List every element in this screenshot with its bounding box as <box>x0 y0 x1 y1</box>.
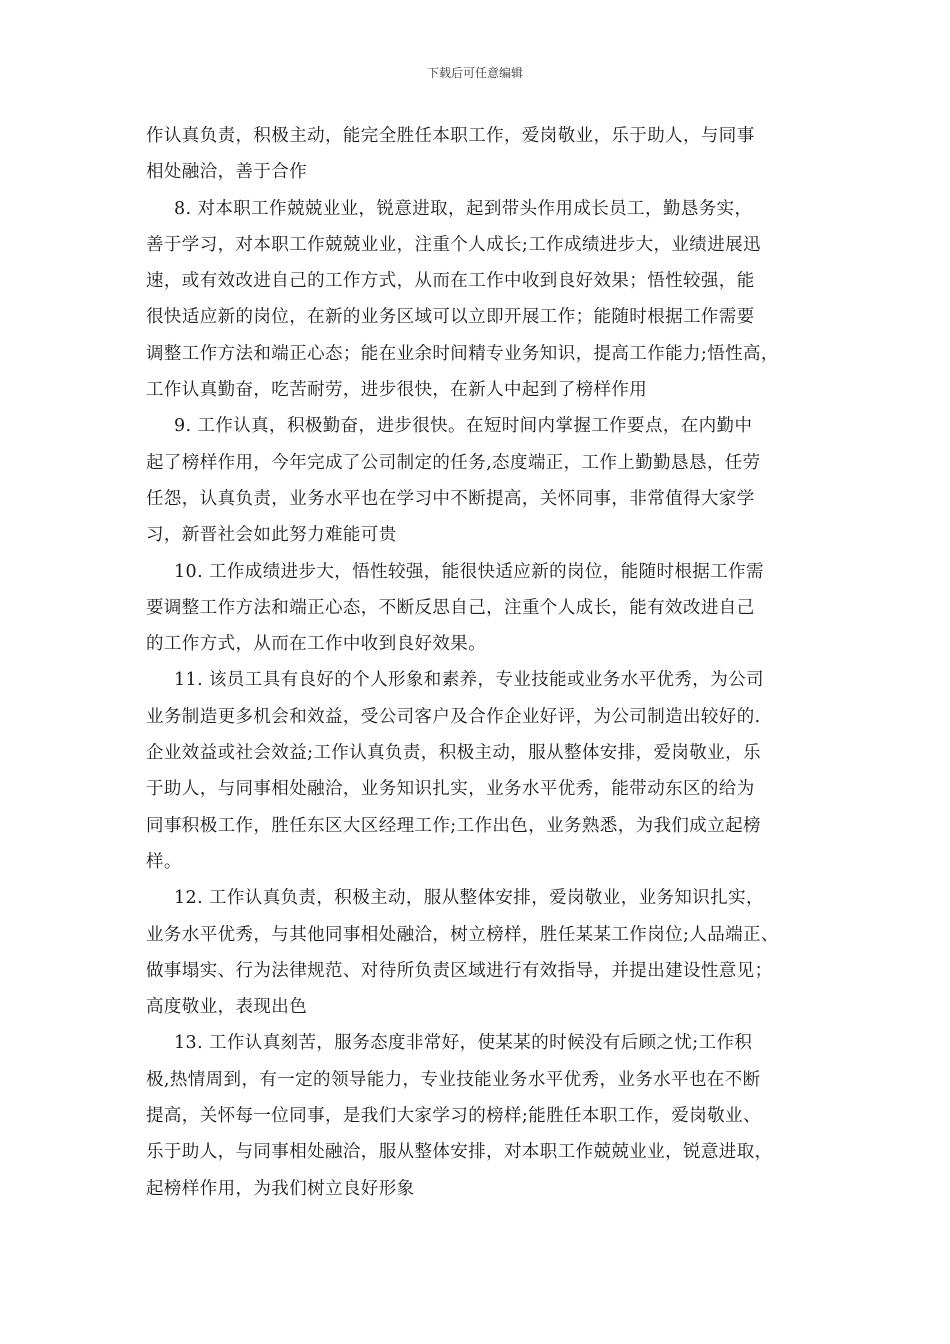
paragraph-continuation <box>146 118 810 191</box>
text-line: 速，或有效改进自己的工作方式，从而在工作中收到良好效果；悟性较强，能 <box>146 271 755 292</box>
paragraph-item-8 <box>146 191 810 409</box>
text-line: 极,热情周到，有一定的领导能力，专业技能业务水平优秀，业务水平也在不断 <box>146 1069 761 1090</box>
text-line: 9. 工作认真，积极勤奋，进步很快。在短时间内掌握工作要点，在内勤中 <box>174 416 753 437</box>
paragraph-item-11 <box>146 662 810 880</box>
text-line: 于助人，与同事相处融洽，业务知识扎实，业务水平优秀，能带动东区的给为 <box>146 779 755 800</box>
text-line: 的工作方式，从而在工作中收到良好效果。 <box>146 634 487 655</box>
text-line: 高度敬业，表现出色 <box>146 997 308 1018</box>
text-line: 提高，关怀每一位同事，是我们大家学习的榜样;能胜任本职工作，爱岗敬业、 <box>146 1106 761 1127</box>
text-line: 习，新晋社会如此努力难能可贵 <box>146 525 397 546</box>
paragraph-item-12 <box>146 880 810 1025</box>
text-line: 企业效益或社会效益;工作认真负责，积极主动，服从整体安排，爱岗敬业，乐 <box>146 743 761 764</box>
text-line: 8. 对本职工作兢兢业业，锐意进取，起到带头作用成长员工，勤恳务实， <box>174 198 753 219</box>
paragraph-item-9 <box>146 408 810 553</box>
text-line: 乐于助人，与同事相处融洽，服从整体安排，对本职工作兢兢业业，锐意进取， <box>146 1142 773 1163</box>
text-line: 作认真负责，积极主动，能完全胜任本职工作，爱岗敬业，乐于助人，与同事 <box>146 126 755 146</box>
text-line: 11. 该员工具有良好的个人形象和素养，专业技能或业务水平优秀，为公司 <box>174 670 764 691</box>
text-line: 要调整工作方法和端正心态，不断反思自己，注重个人成长，能有效改进自己 <box>146 597 755 618</box>
text-line: 样。 <box>146 851 182 872</box>
text-line: 相处融洽，善于合作 <box>146 162 308 183</box>
text-line: 业务水平优秀，与其他同事相处融洽，树立榜样，胜任某某工作岗位;人品端正、 <box>146 924 779 945</box>
text-line: 做事塌实、行为法律规范、对待所负责区域进行有效指导，并提出建设性意见； <box>146 960 773 981</box>
text-line: 起榜样作用，为我们树立良好形象 <box>146 1178 415 1199</box>
text-line: 很快适应新的岗位，在新的业务区域可以立即开展工作；能随时根据工作需要 <box>146 307 755 328</box>
text-line: 业务制造更多机会和效益，受公司客户及合作企业好评，为公司制造出较好的. <box>146 706 761 727</box>
text-line: 13. 工作认真刻苦，服务态度非常好，使某某的时候没有后顾之忧;工作积 <box>174 1033 753 1054</box>
document-body <box>146 118 810 1207</box>
text-line: 工作认真勤奋，吃苦耐劳，进步很快，在新人中起到了榜样作用 <box>146 380 648 401</box>
text-line: 任怨，认真负责，业务水平也在学习中不断提高，关怀同事，非常值得大家学 <box>146 488 755 509</box>
paragraph-item-10 <box>146 554 810 663</box>
text-line: 10. 工作成绩进步大，悟性较强，能很快适应新的岗位，能随时根据工作需 <box>174 561 764 582</box>
text-line: 起了榜样作用，今年完成了公司制定的任务,态度端正，工作上勤勤恳恳，任劳 <box>146 452 761 473</box>
paragraph-item-13 <box>146 1025 810 1206</box>
text-line: 善于学习，对本职工作兢兢业业，注重个人成长;工作成绩进步大，业绩进展迅 <box>146 234 761 255</box>
text-line: 同事积极工作，胜任东区大区经理工作;工作出色，业务熟悉，为我们成立起榜 <box>146 815 761 836</box>
page-header: 下载后可任意编辑 <box>426 66 523 80</box>
text-line: 12. 工作认真负责，积极主动，服从整体安排，爱岗敬业，业务知识扎实， <box>174 888 764 909</box>
text-line: 调整工作方法和端正心态；能在业余时间精专业务知识，提高工作能力;悟性高， <box>146 343 779 364</box>
